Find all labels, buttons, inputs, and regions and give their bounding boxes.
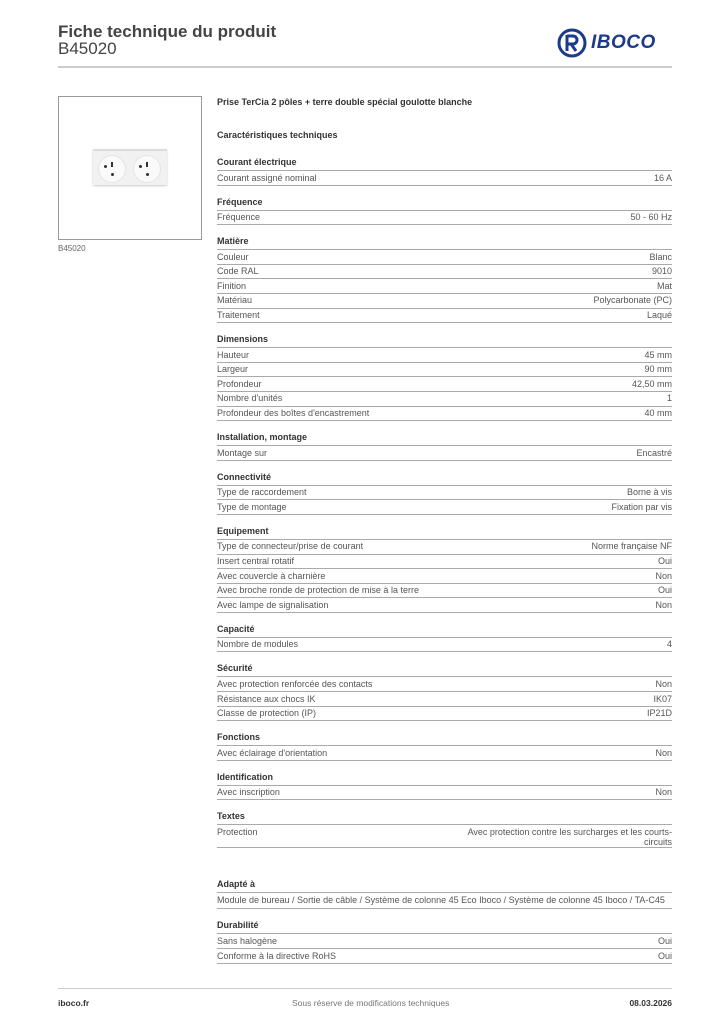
spec-value: Laqué — [646, 310, 672, 321]
spec-row — [217, 294, 672, 309]
spec-label: Avec lampe de signalisation — [217, 599, 329, 610]
spec-value: Oui — [657, 950, 672, 961]
section-title: Courant électrique — [217, 156, 672, 171]
logo-text: IBOCO — [591, 32, 656, 53]
spec-value: Blanc — [649, 251, 672, 262]
section-title: Sécurité — [217, 662, 672, 677]
spec-label: Conforme à la directive RoHS — [217, 950, 337, 961]
spec-label: Type de raccordement — [217, 487, 307, 498]
page-title: Fiche technique du produit — [58, 22, 277, 41]
footer-note: Sous réserve de modifications techniques — [292, 998, 450, 1008]
section-title: Connectivité — [217, 471, 672, 486]
spec-section — [217, 471, 672, 515]
spec-value: 1 — [666, 393, 672, 404]
spec-section — [217, 196, 672, 226]
spec-row — [217, 309, 672, 324]
spec-value: Non — [655, 570, 672, 581]
spec-row — [217, 407, 672, 422]
spec-row — [217, 934, 672, 949]
spec-row — [217, 677, 672, 692]
spec-row — [217, 171, 672, 186]
spec-row — [217, 265, 672, 280]
section-title: Durabilité — [217, 919, 672, 934]
spec-row — [217, 377, 672, 392]
spec-value: Borne à vis — [626, 487, 672, 498]
spec-label: Avec éclairage d'orientation — [217, 747, 328, 758]
spec-value: 9010 — [651, 266, 672, 277]
spec-value: IK07 — [653, 693, 672, 704]
spec-label: Avec couvercle à charnière — [217, 570, 326, 581]
spec-section — [217, 235, 672, 323]
spec-label: Profondeur — [217, 378, 262, 389]
product-code: B45020 — [58, 39, 117, 58]
product-name: Prise TerCia 2 pôles + terre double spécial goulotte blanche — [217, 97, 473, 107]
spec-row — [217, 746, 672, 761]
spec-value: 90 mm — [644, 364, 672, 375]
spec-label: Type de montage — [217, 501, 287, 512]
spec-row — [217, 500, 672, 515]
spec-value: Norme française NF — [591, 541, 672, 552]
spec-section — [217, 333, 672, 421]
spec-row — [217, 348, 672, 363]
header-divider — [58, 66, 672, 68]
spec-value: Oui — [657, 585, 672, 596]
spec-label: Hauteur — [217, 349, 250, 360]
spec-value: Fixation par vis — [611, 501, 672, 512]
spec-row — [217, 638, 672, 653]
spec-row — [217, 569, 672, 584]
specs-heading: Caractéristiques techniques — [217, 130, 338, 140]
spec-label: Code RAL — [217, 266, 259, 277]
spec-label: Fréquence — [217, 212, 261, 223]
section-title: Installation, montage — [217, 431, 672, 446]
spec-value: Avec protection contre les surcharges et les courts-circuits — [467, 826, 672, 847]
logo-mark-icon — [557, 28, 587, 58]
spec-value: Non — [655, 787, 672, 798]
spec-label: Profondeur des boîtes d'encastrement — [217, 408, 370, 419]
spec-row — [217, 279, 672, 294]
spec-label: Avec inscription — [217, 787, 280, 798]
spec-row — [217, 363, 672, 378]
spec-row — [217, 555, 672, 570]
footer-site: iboco.fr — [58, 998, 90, 1008]
spec-content — [217, 96, 672, 974]
spec-value: Non — [655, 599, 672, 610]
spec-row — [217, 692, 672, 707]
section-title: Equipement — [217, 525, 672, 540]
spec-label: Sans halogène — [217, 935, 278, 946]
section-text: Module de bureau / Sortie de câble / Système de colonne 45 Eco Iboco / Système de colonne 45 Iboco / TA-C45 — [217, 893, 672, 910]
spec-label: Courant assigné nominal — [217, 172, 317, 183]
spec-label: Insert central rotatif — [217, 556, 295, 566]
section-title: Capacité — [217, 623, 672, 638]
spec-value: 45 mm — [644, 349, 672, 360]
spec-label: Type de connecteur/prise de courant — [217, 541, 364, 552]
spec-section — [217, 156, 672, 186]
spec-row — [217, 825, 672, 848]
spec-row — [217, 392, 672, 407]
spec-row — [217, 540, 672, 555]
spec-value: 42,50 mm — [631, 378, 672, 389]
spec-label: Nombre de modules — [217, 639, 299, 650]
spec-label: Classe de protection (IP) — [217, 708, 317, 719]
spec-label: Couleur — [217, 251, 249, 262]
section-title: Adapté à — [217, 878, 672, 893]
spec-value: IP21D — [646, 708, 672, 719]
spec-row — [217, 486, 672, 501]
image-caption: B45020 — [58, 244, 86, 253]
spec-value: Mat — [656, 280, 672, 291]
section-title: Fonctions — [217, 731, 672, 746]
spec-value: Polycarbonate (PC) — [593, 295, 672, 306]
spec-label: Avec broche ronde de protection de mise à la terre — [217, 585, 419, 596]
spec-section — [217, 525, 672, 613]
spec-section — [217, 662, 672, 721]
spec-section — [217, 731, 672, 761]
spec-label: Traitement — [217, 310, 260, 321]
spec-label: Protection — [217, 826, 258, 837]
section-title: Fréquence — [217, 196, 672, 211]
spec-value: 16 A — [653, 172, 672, 183]
section-title: Textes — [217, 810, 672, 825]
spec-section — [217, 810, 672, 848]
spec-section — [217, 878, 672, 910]
spec-value: Oui — [657, 556, 672, 566]
section-title: Identification — [217, 771, 672, 786]
spec-row — [217, 786, 672, 801]
spec-value: Encastré — [636, 447, 672, 458]
section-gap — [217, 858, 672, 878]
spec-row — [217, 250, 672, 265]
spec-value: Non — [655, 678, 672, 689]
spec-label: Avec protection renforcée des contacts — [217, 678, 373, 689]
spec-row — [217, 598, 672, 613]
spec-sections — [217, 156, 672, 964]
spec-value: 4 — [666, 639, 672, 650]
spec-label: Montage sur — [217, 447, 268, 458]
spec-label: Nombre d'unités — [217, 393, 283, 404]
spec-section — [217, 771, 672, 801]
spec-label: Matériau — [217, 295, 253, 306]
footer-divider — [58, 988, 672, 989]
spec-section — [217, 919, 672, 963]
spec-row — [217, 707, 672, 722]
spec-label: Finition — [217, 280, 247, 291]
footer-date: 08.03.2026 — [629, 998, 672, 1008]
product-image — [58, 96, 202, 240]
spec-row — [217, 446, 672, 461]
section-title: Matière — [217, 235, 672, 250]
section-title: Dimensions — [217, 333, 672, 348]
spec-label: Largeur — [217, 364, 249, 375]
spec-row — [217, 949, 672, 964]
spec-section — [217, 623, 672, 653]
spec-label: Résistance aux chocs IK — [217, 693, 316, 704]
socket-illustration — [93, 149, 167, 185]
spec-row — [217, 584, 672, 599]
spec-value: Oui — [657, 935, 672, 946]
spec-row — [217, 211, 672, 226]
spec-value: Non — [655, 747, 672, 758]
brand-logo — [557, 28, 656, 58]
spec-value: 40 mm — [644, 408, 672, 419]
spec-value: 50 - 60 Hz — [630, 212, 672, 223]
spec-section — [217, 431, 672, 461]
